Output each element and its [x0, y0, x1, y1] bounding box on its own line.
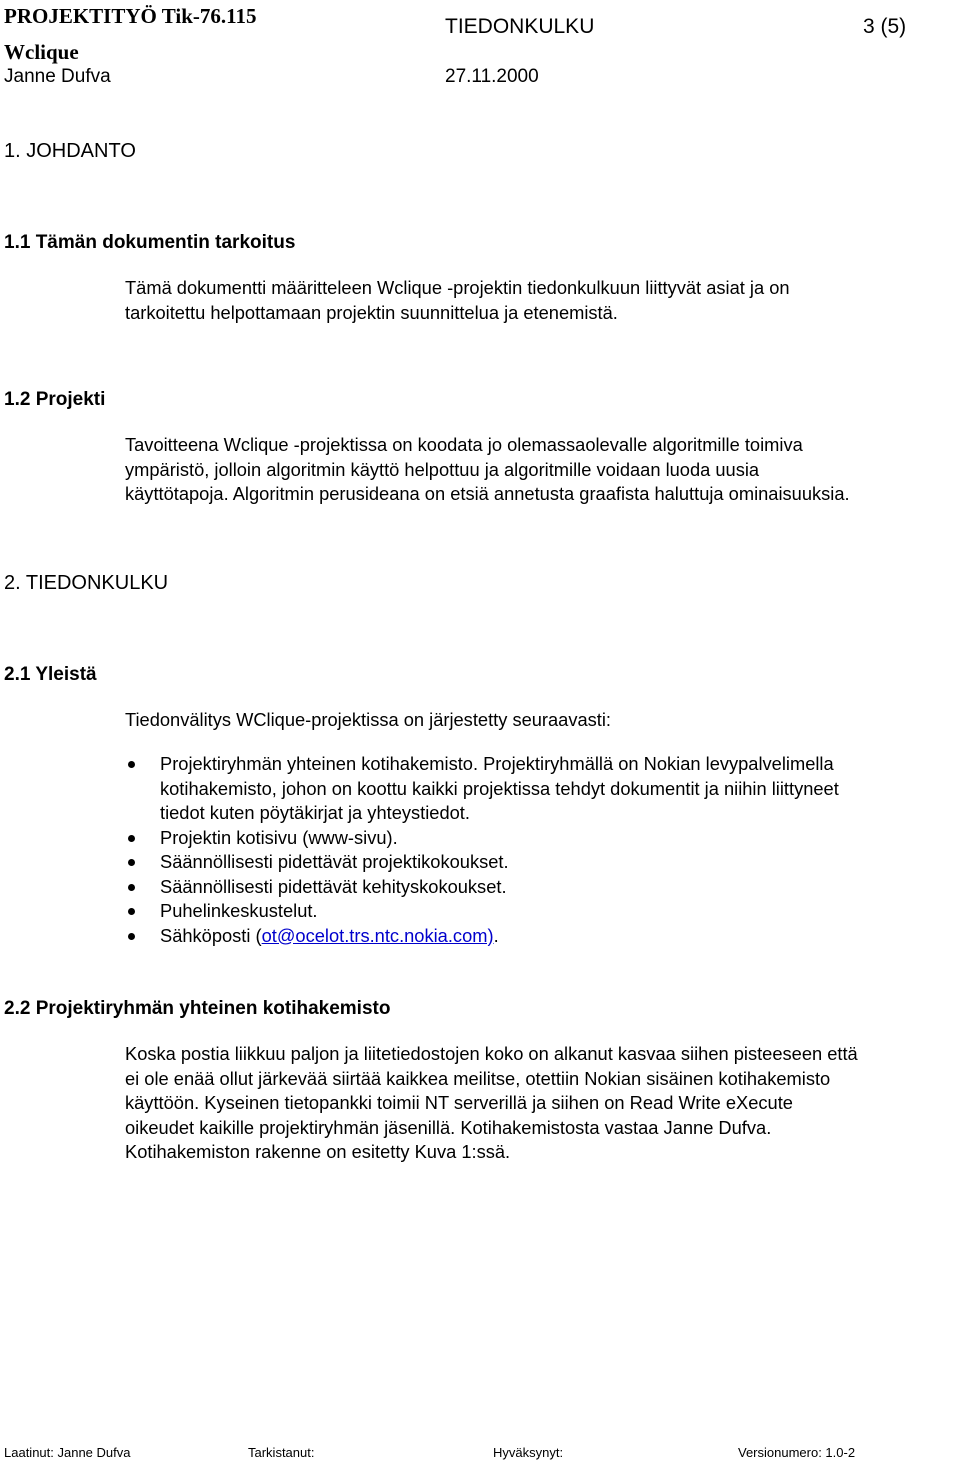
communication-channels-list — [125, 752, 960, 948]
group-name: Wclique — [4, 40, 79, 64]
email-prefix: Sähköposti ( — [160, 924, 262, 946]
document-date: 27.11.2000 — [445, 66, 539, 87]
paragraph-line: Kotihakemiston rakenne on esitetty Kuva 1:ssä. — [125, 1141, 511, 1162]
paragraph-line: ympäristö, jolloin algoritmin käyttö helpottuu ja algoritmille voidaan luoda uusia — [125, 458, 760, 480]
subsection-heading-1-1: 1.1 Tämän dokumentin tarkoitus — [4, 232, 296, 253]
list-item-line: Projektiryhmän yhteinen kotihakemisto. Projektiryhmällä on Nokian levypalvelimella — [160, 753, 834, 774]
paragraph-line: käyttötapoja. Algoritmin perusideana on etsiä annetusta graafista haluttuja ominaisuuksia. — [125, 483, 850, 504]
paragraph-2-2 — [125, 1042, 960, 1165]
bullet-icon — [128, 884, 135, 891]
list-item-line: Puhelinkeskustelut. — [160, 900, 318, 921]
paragraph-line: Tavoitteena Wclique -projektissa on koodata jo olemassaolevalle algoritmille toimiva — [125, 434, 803, 455]
footer-approver: Hyväksynyt: — [493, 1445, 564, 1460]
paragraph-line: oikeudet kaikille projektiryhmän jäsenillä. Kotihakemistosta vastaa Janne Dufva. — [125, 1116, 772, 1138]
bullet-icon — [128, 835, 135, 842]
list-item — [125, 899, 960, 924]
bullet-icon — [128, 908, 135, 915]
footer-checker: Tarkistanut: — [248, 1445, 315, 1460]
list-item-line: tiedot kuten pöytäkirjat ja yhteystiedot. — [160, 802, 470, 823]
email-suffix: . — [493, 924, 499, 946]
list-item-line: kotihakemisto, johon on koottu kaikki projektissa tehdyt dokumentit ja niihin liittyneet — [160, 777, 839, 799]
author-name: Janne Dufva — [4, 66, 111, 87]
list-item — [125, 826, 960, 851]
subsection-heading-2-1: 2.1 Yleistä — [4, 664, 97, 685]
footer-version: Versionumero: 1.0-2 — [738, 1445, 856, 1460]
subsection-heading-2-2: 2.2 Projektiryhmän yhteinen kotihakemisto — [4, 998, 391, 1019]
email-link[interactable]: ot@ocelot.trs.ntc.nokia.com) — [261, 924, 494, 946]
list-item — [125, 752, 960, 826]
bullet-icon — [128, 761, 135, 768]
section-heading-1: 1. JOHDANTO — [4, 140, 136, 162]
paragraph-1-2 — [125, 433, 960, 507]
footer-author: Laatinut: Janne Dufva — [4, 1445, 131, 1460]
list-item — [125, 850, 960, 875]
paragraph-1-1 — [125, 276, 960, 325]
list-item — [125, 924, 960, 949]
paragraph-2-1-intro — [125, 708, 960, 733]
section-heading-2: 2. TIEDONKULKU — [4, 572, 169, 594]
paragraph-line: ei ole enää ollut järkevää siirtää kaikkea meilitse, otettiin Nokian sisäinen kotihakemisto — [125, 1067, 831, 1089]
paragraph-line: tarkoitettu helpottamaan projektin suunnittelua ja etenemistä. — [125, 301, 618, 323]
list-item — [125, 875, 960, 900]
document-title: TIEDONKULKU — [445, 15, 595, 38]
paragraph-line: Tämä dokumentti määritteleen Wclique -projektin tiedonkulkuun liittyvät asiat ja on — [125, 277, 790, 298]
bullet-icon — [128, 859, 135, 866]
paragraph-line: käyttöön. Kyseinen tietopankki toimii NT serverillä ja siihen on Read Write eXecute — [125, 1092, 793, 1113]
paragraph-line: Koska postia liikkuu paljon ja liitetiedostojen koko on alkanut kasvaa siihen pisteeseen että — [125, 1043, 858, 1064]
paragraph-line: Tiedonvälitys WClique-projektissa on järjestetty seuraavasti: — [125, 709, 612, 730]
project-title: PROJEKTITYÖ Tik-76.115 — [4, 4, 257, 28]
page-number: 3 (5) — [863, 15, 907, 38]
list-item-line: Projektin kotisivu (www-sivu). — [160, 826, 398, 848]
list-item-line: Säännöllisesti pidettävät projektikokoukset. — [160, 851, 509, 872]
list-item-line: Säännöllisesti pidettävät kehityskokoukset. — [160, 875, 507, 897]
subsection-heading-1-2: 1.2 Projekti — [4, 389, 106, 410]
bullet-icon — [128, 933, 135, 940]
